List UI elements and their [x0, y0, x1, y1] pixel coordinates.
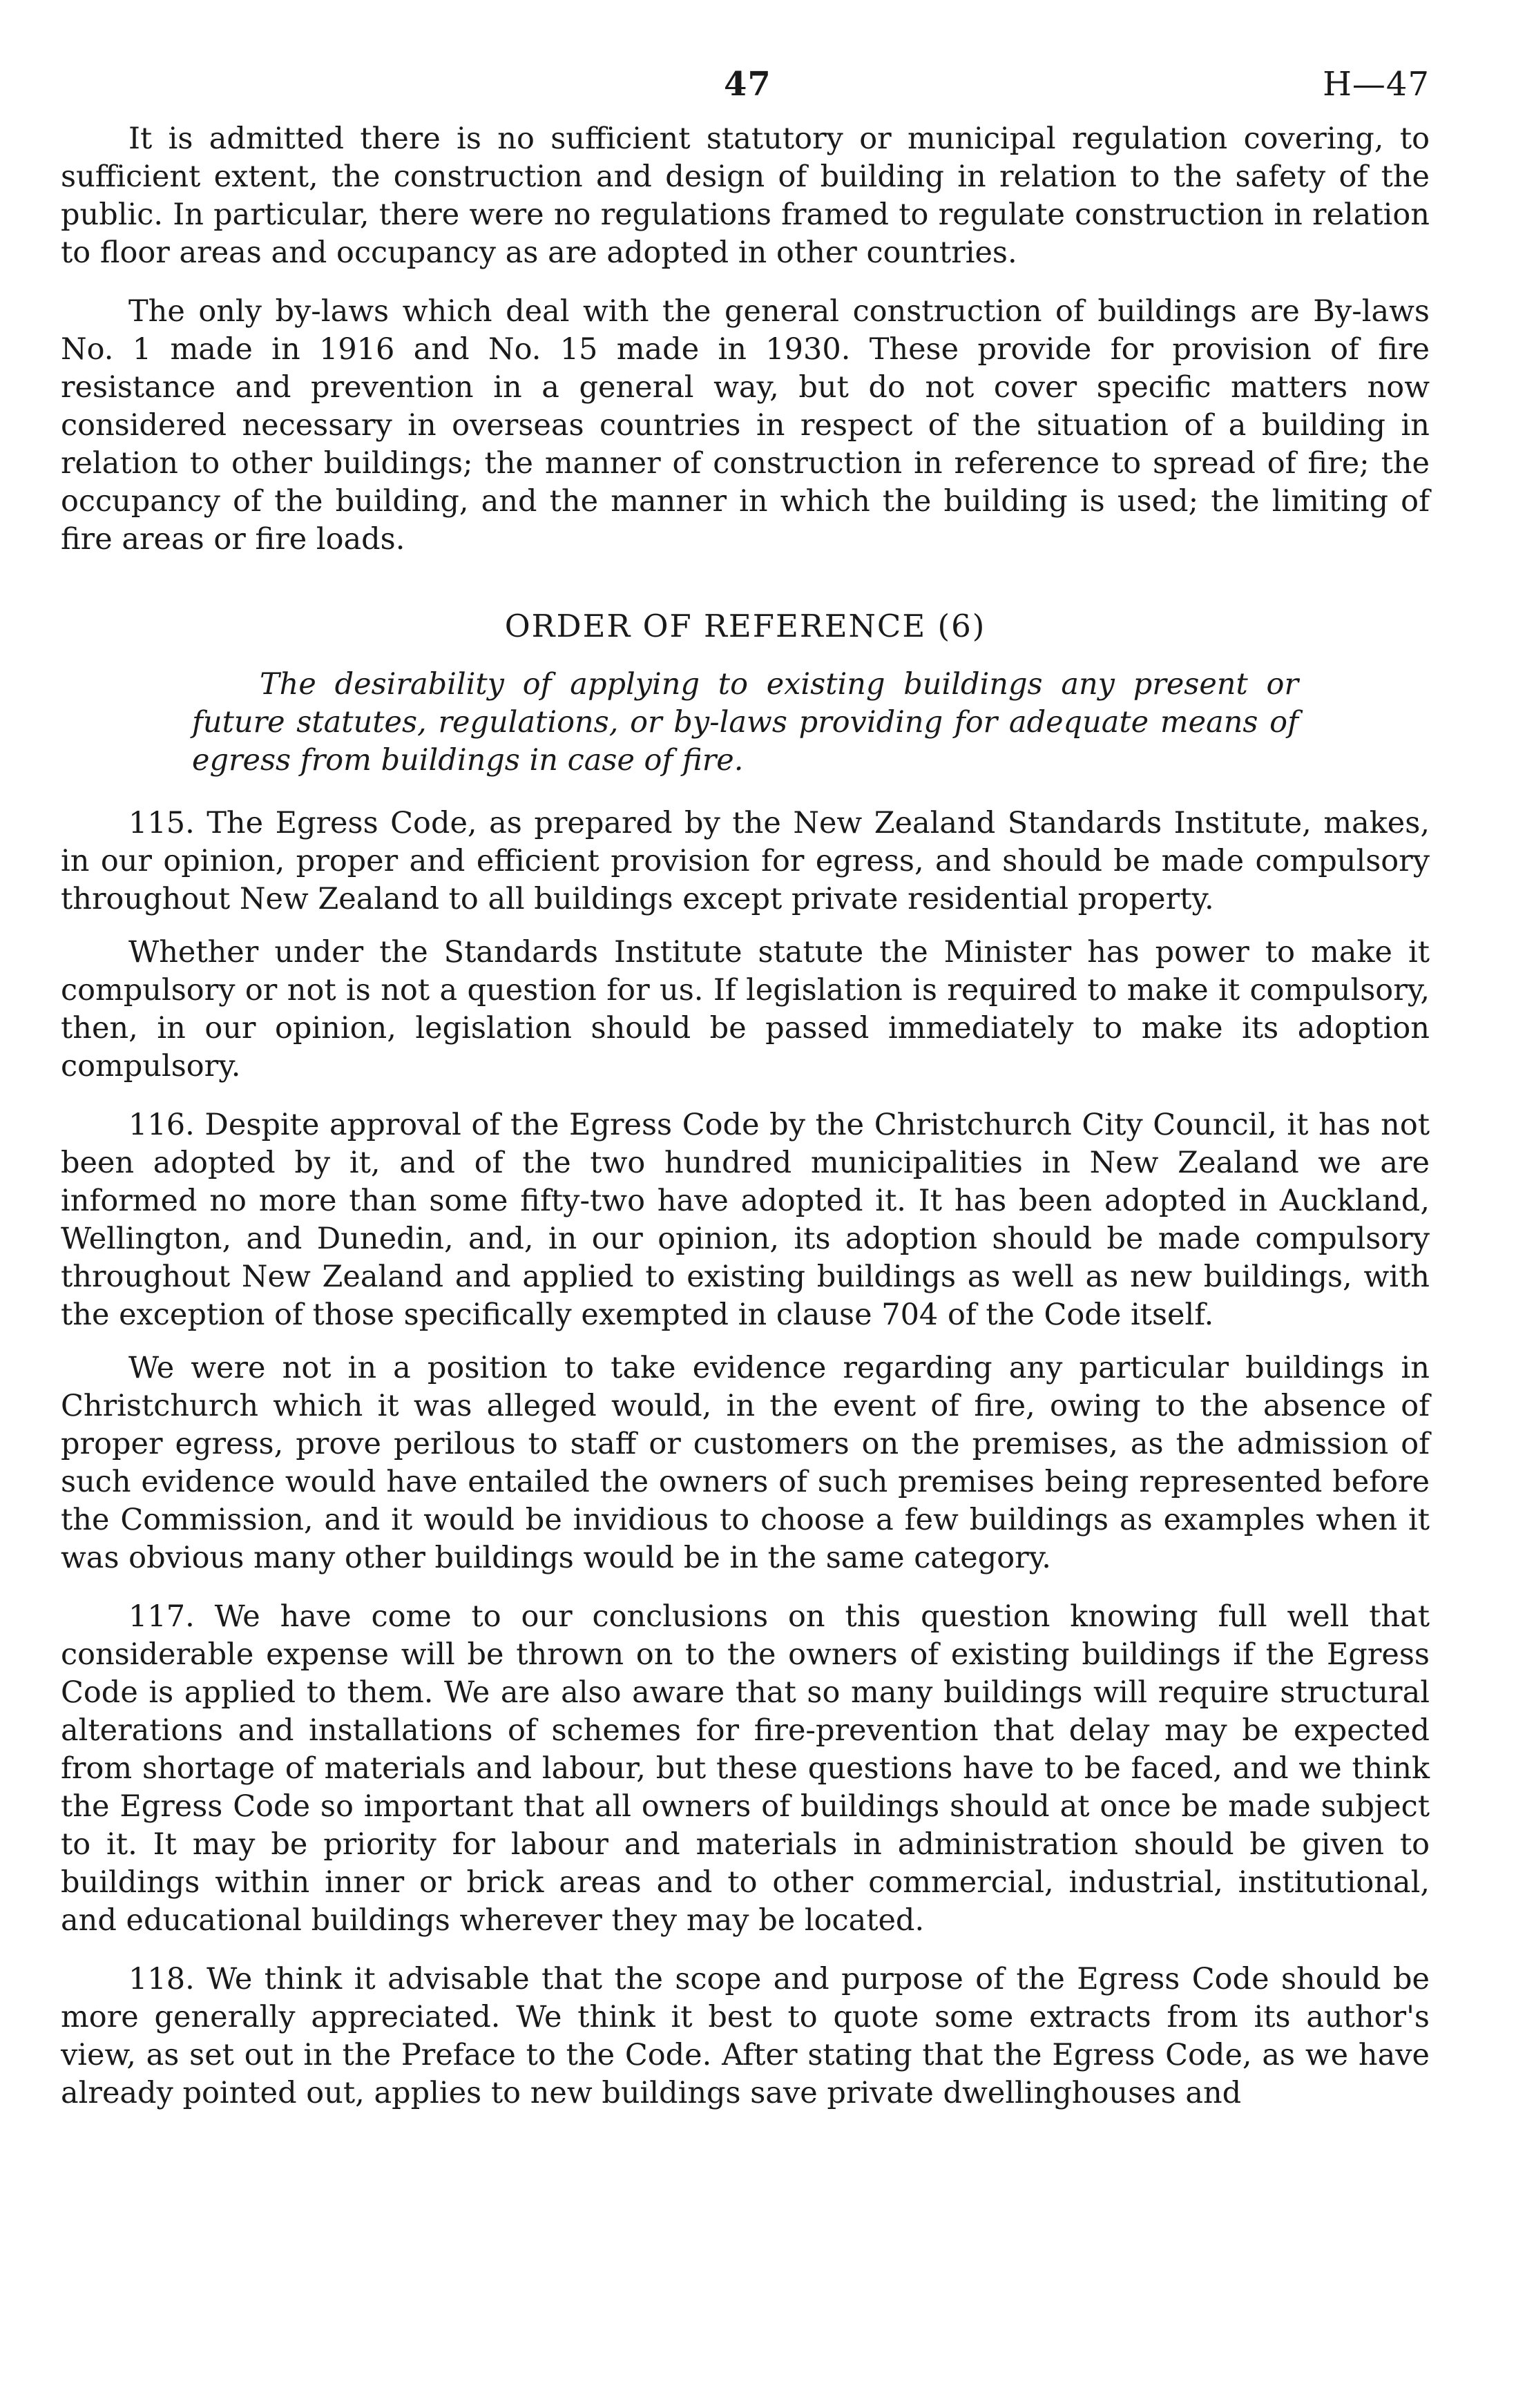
order-of-reference-text: The desirability of applying to existing buildings any present or future statutes, regulations, or by-laws providing for adequate means of egress from buildings in case of fire. [192, 667, 1298, 778]
page-header [61, 58, 1430, 120]
document-page [61, 58, 1430, 2133]
paragraph-116: 116. Despite approval of the Egress Code by the Christchurch City Council, it has not been adopted by it, and of the two hundred municipalities in New Zealand we are informed no more than some fifty-two have adopted it. It has been adopted in Auckland, Wellington, and Dunedin, and, in our opinion, its adoption should be made compulsory throughout New Zealand and applied to existing buildings as well as new buildings, with the exception of those specifically exempted in clause 704 of the Code itself. [61, 1108, 1430, 1332]
page-number: 47 [724, 65, 771, 104]
section-heading: ORDER OF REFERENCE (6) [504, 608, 986, 644]
paragraph-bylaws: The only by-laws which deal with the general construction of buildings are By-laws No. 1 made in 1916 and No. 15 made in 1930. These provide for provision of fire resistance and prevention in a general way, but do not cover specific matters now considered necessary in overseas countries in respect of the situation of a building in relation to other buildings; the manner of construction in reference to spread of fire; the occupancy of the building, and the manner in which the building is used; the limiting of fire areas or fire loads. [61, 294, 1430, 557]
paragraph-117: 117. We have come to our conclusions on this question knowing full well that considerable expense will be thrown on to the owners of existing buildings if the Egress Code is applied to them. We are also aware that so many buildings will require structural alterations and installations of schemes for fire-prevention that delay may be expected from shortage of materials and labour, but these questions have to be faced, and we think the Egress Code so important that all owners of buildings should at once be made subject to it. It may be priority for labour and materials in administration should be given to buildings within inner or brick areas and to other commercial, industrial, institutional, and educational buildings wherever they may be located. [61, 1599, 1430, 1938]
paragraph-115: 115. The Egress Code, as prepared by the New Zealand Standards Institute, makes, in our opinion, proper and efficient provision for egress, and should be made compulsory throughout New Zealand to all buildings except private residential property. [61, 806, 1430, 916]
document-reference: H—47 [1323, 65, 1430, 104]
paragraph-evidence: We were not in a position to take evidence regarding any particular buildings in Christchurch which it was alleged would, in the event of fire, owing to the absence of proper egress, prove perilous to staff or customers on the premises, as the admission of such evidence would have entailed the owners of such premises being represented before the Commission, and it would be invidious to choose a few buildings as examples when it was obvious many other buildings would be in the same category. [61, 1351, 1430, 1575]
paragraph-118: 118. We think it advisable that the scope and purpose of the Egress Code should be more generally appreciated. We think it best to quote some extracts from its author's view, as set out in the Preface to the Code. After stating that the Egress Code, as we have already pointed out, applies to new buildings save private dwellinghouses and [61, 1962, 1430, 2110]
paragraph-minister-power: Whether under the Standards Institute statute the Minister has power to make it compulsory or not is not a question for us. If legislation is required to make it compulsory, then, in our opinion, legislation should be passed immediately to make its adoption compulsory. [61, 935, 1430, 1083]
paragraph-regulation-coverage: It is admitted there is no sufficient statutory or municipal regulation covering, to sufficient extent, the construction and design of building in relation to the safety of the public. In particular, there were no regulations framed to regulate construction in relation to floor areas and occupancy as are adopted in other countries. [61, 122, 1430, 270]
